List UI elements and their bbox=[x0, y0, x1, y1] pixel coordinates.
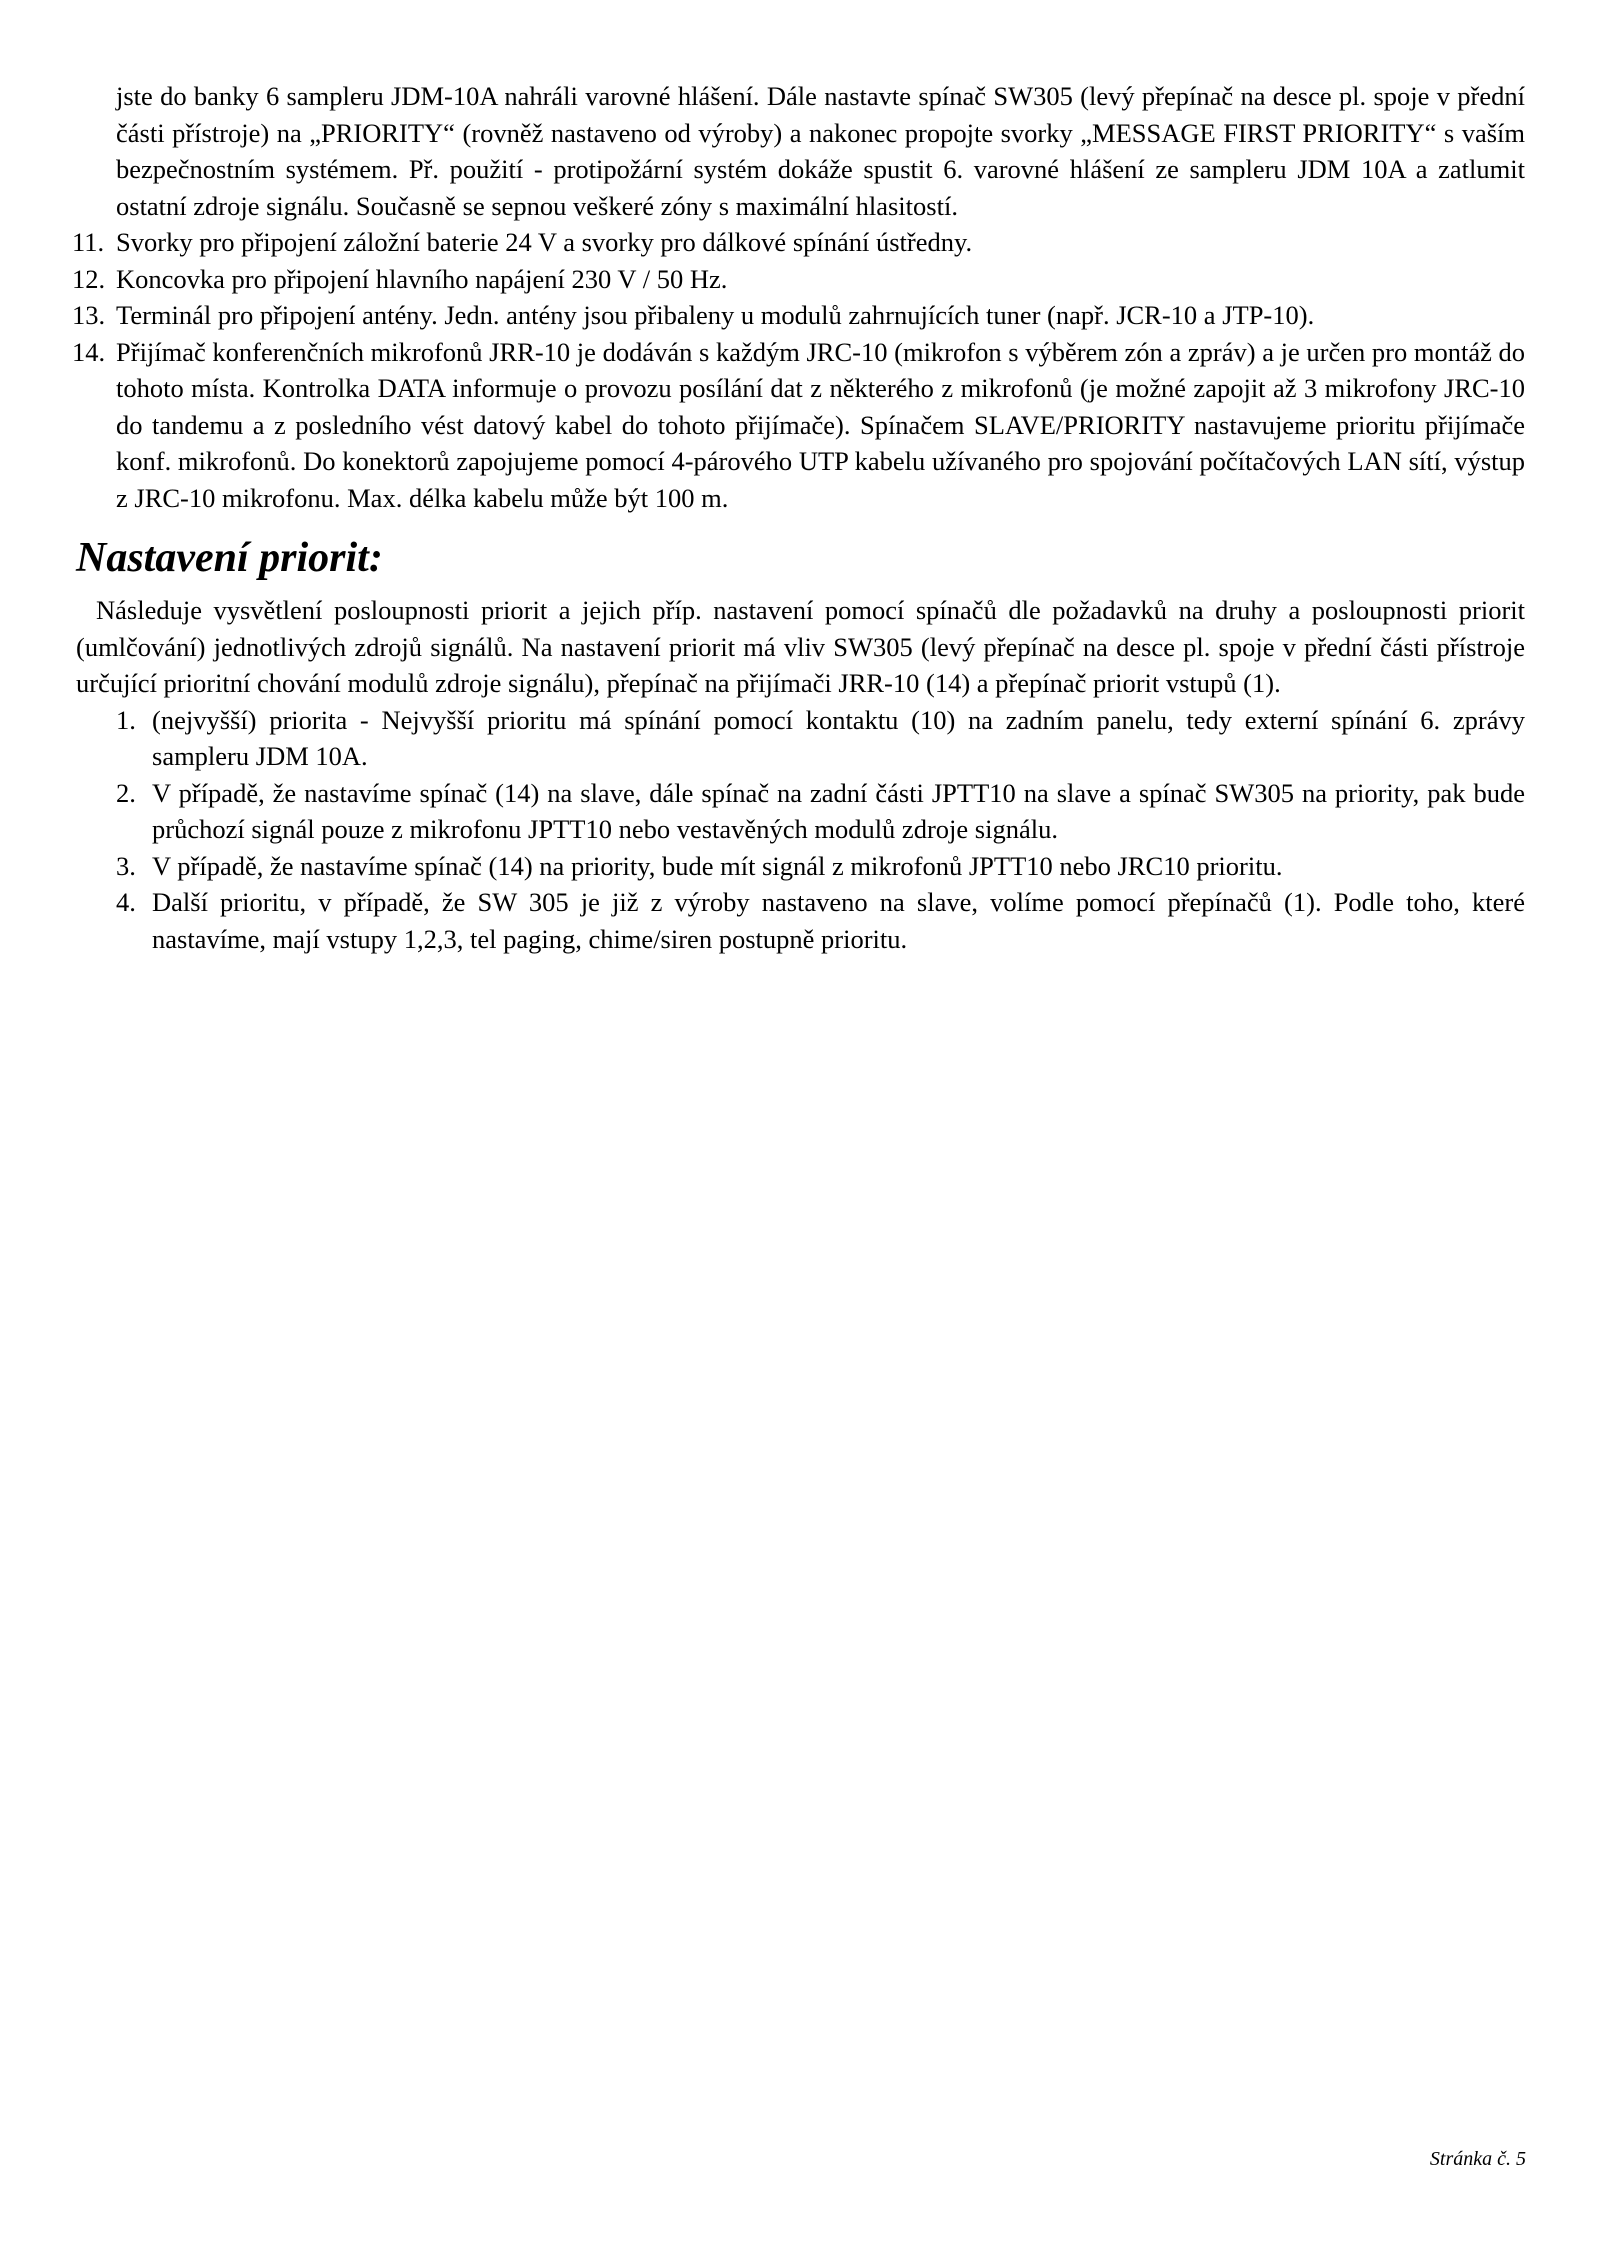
item-number: 14. bbox=[72, 336, 106, 367]
item-number: 11. bbox=[72, 227, 105, 257]
item-number: 13. bbox=[72, 300, 106, 330]
item-text: Koncovka pro připojení hlavního napájení 230 V / 50 Hz. bbox=[116, 263, 728, 294]
list-item bbox=[72, 224, 1525, 261]
priority-text: V případě, že nastavíme spínač (14) na priority, bude mít signál z mikrofonů JPTT10 nebo JRC10 prioritu. bbox=[152, 850, 1283, 881]
priority-number: 4. bbox=[116, 887, 136, 917]
section-intro: Následuje vysvětlení posloupnosti priorit a jejich příp. nastavení pomocí spínačů dle požadavků na druhy a posloupnosti priorit (umlčování) jednotlivých zdrojů signálů. Na nastavení priorit má vliv SW305 (levý přepínač na desce pl. spoje v přední části přístroje určující prioritní chování modulů zdroje signálu), přepínač na přijímači JRR-10 (14) a přepínač priorit vstupů (1). bbox=[76, 595, 1525, 698]
priority-item bbox=[116, 848, 1525, 885]
priority-item bbox=[116, 702, 1525, 775]
priority-number: 2. bbox=[116, 777, 136, 808]
item-text: Svorky pro připojení záložní baterie 24 V a svorky pro dálkové spínání ústředny. bbox=[116, 227, 973, 257]
priority-text: V případě, že nastavíme spínač (14) na slave, dále spínač na zadní části JPTT10 na slave a spínač SW305 na priority, pak bude průchozí signál pouze z mikrofonu JPTT10 nebo vestavěných modulů zdroje signálu. bbox=[152, 777, 1525, 844]
continuation-paragraph: jste do banky 6 sampleru JDM-10A nahráli varovné hlášení. Dále nastavte spínač SW305 (levý přepínač na desce pl. spoje v přední části přístroje) na „PRIORITY“ (rovněž nastaveno od výroby) a nakonec propojte svorky „MESSAGE FIRST PRIORITY“ s vaším bezpečnostním systémem. Př. použití - protipožární systém dokáže spustit 6. varovné hlášení ze sampleru JDM 10A a zatlumit ostatní zdroje signálu. Současně se sepnou veškeré zóny s maximální hlasitostí. bbox=[116, 81, 1525, 221]
list-item bbox=[72, 261, 1525, 298]
list-item bbox=[72, 334, 1525, 517]
priority-item bbox=[116, 775, 1525, 848]
page-number: Stránka č. 5 bbox=[1429, 2148, 1526, 2170]
priority-number: 1. bbox=[116, 704, 136, 735]
priority-number: 3. bbox=[116, 850, 136, 881]
section-heading: Nastavení priorit: bbox=[76, 535, 383, 581]
numbered-items bbox=[72, 224, 1525, 516]
item-text: Terminál pro připojení antény. Jedn. antény jsou přibaleny u modulů zahrnujících tuner (např. JCR-10 a JTP-10). bbox=[116, 300, 1315, 330]
priority-text: Další prioritu, v případě, že SW 305 je již z výroby nastaveno na slave, volíme pomocí přepínačů (1). Podle toho, které nastavíme, mají vstupy 1,2,3, tel paging, chime/siren postupně prioritu. bbox=[152, 887, 1525, 954]
item-number: 12. bbox=[72, 263, 106, 294]
page-content bbox=[72, 78, 1525, 957]
priority-item bbox=[116, 884, 1525, 957]
priority-text: (nejvyšší) priorita - Nejvyšší prioritu má spínání pomocí kontaktu (10) na zadním panelu, tedy externí spínání 6. zprávy sampleru JDM 10A. bbox=[152, 704, 1525, 771]
list-item bbox=[72, 297, 1525, 334]
priority-list bbox=[116, 702, 1525, 958]
item-text: Přijímač konferenčních mikrofonů JRR-10 je dodáván s každým JRC-10 (mikrofon s výběrem zón a zpráv) a je určen pro montáž do tohoto místa. Kontrolka DATA informuje o provozu posílání dat z některého z mikrofonů (je možné zapojit až 3 mikrofony JRC-10 do tandemu a z posledního vést datový kabel do tohoto přijímače). Spínačem SLAVE/PRIORITY nastavujeme prioritu přijímače konf. mikrofonů. Do konektorů zapojujeme pomocí 4-párového UTP kabelu užívaného pro spojování počítačových LAN sítí, výstup z JRC-10 mikrofonu. Max. délka kabelu může být 100 m. bbox=[116, 336, 1525, 513]
